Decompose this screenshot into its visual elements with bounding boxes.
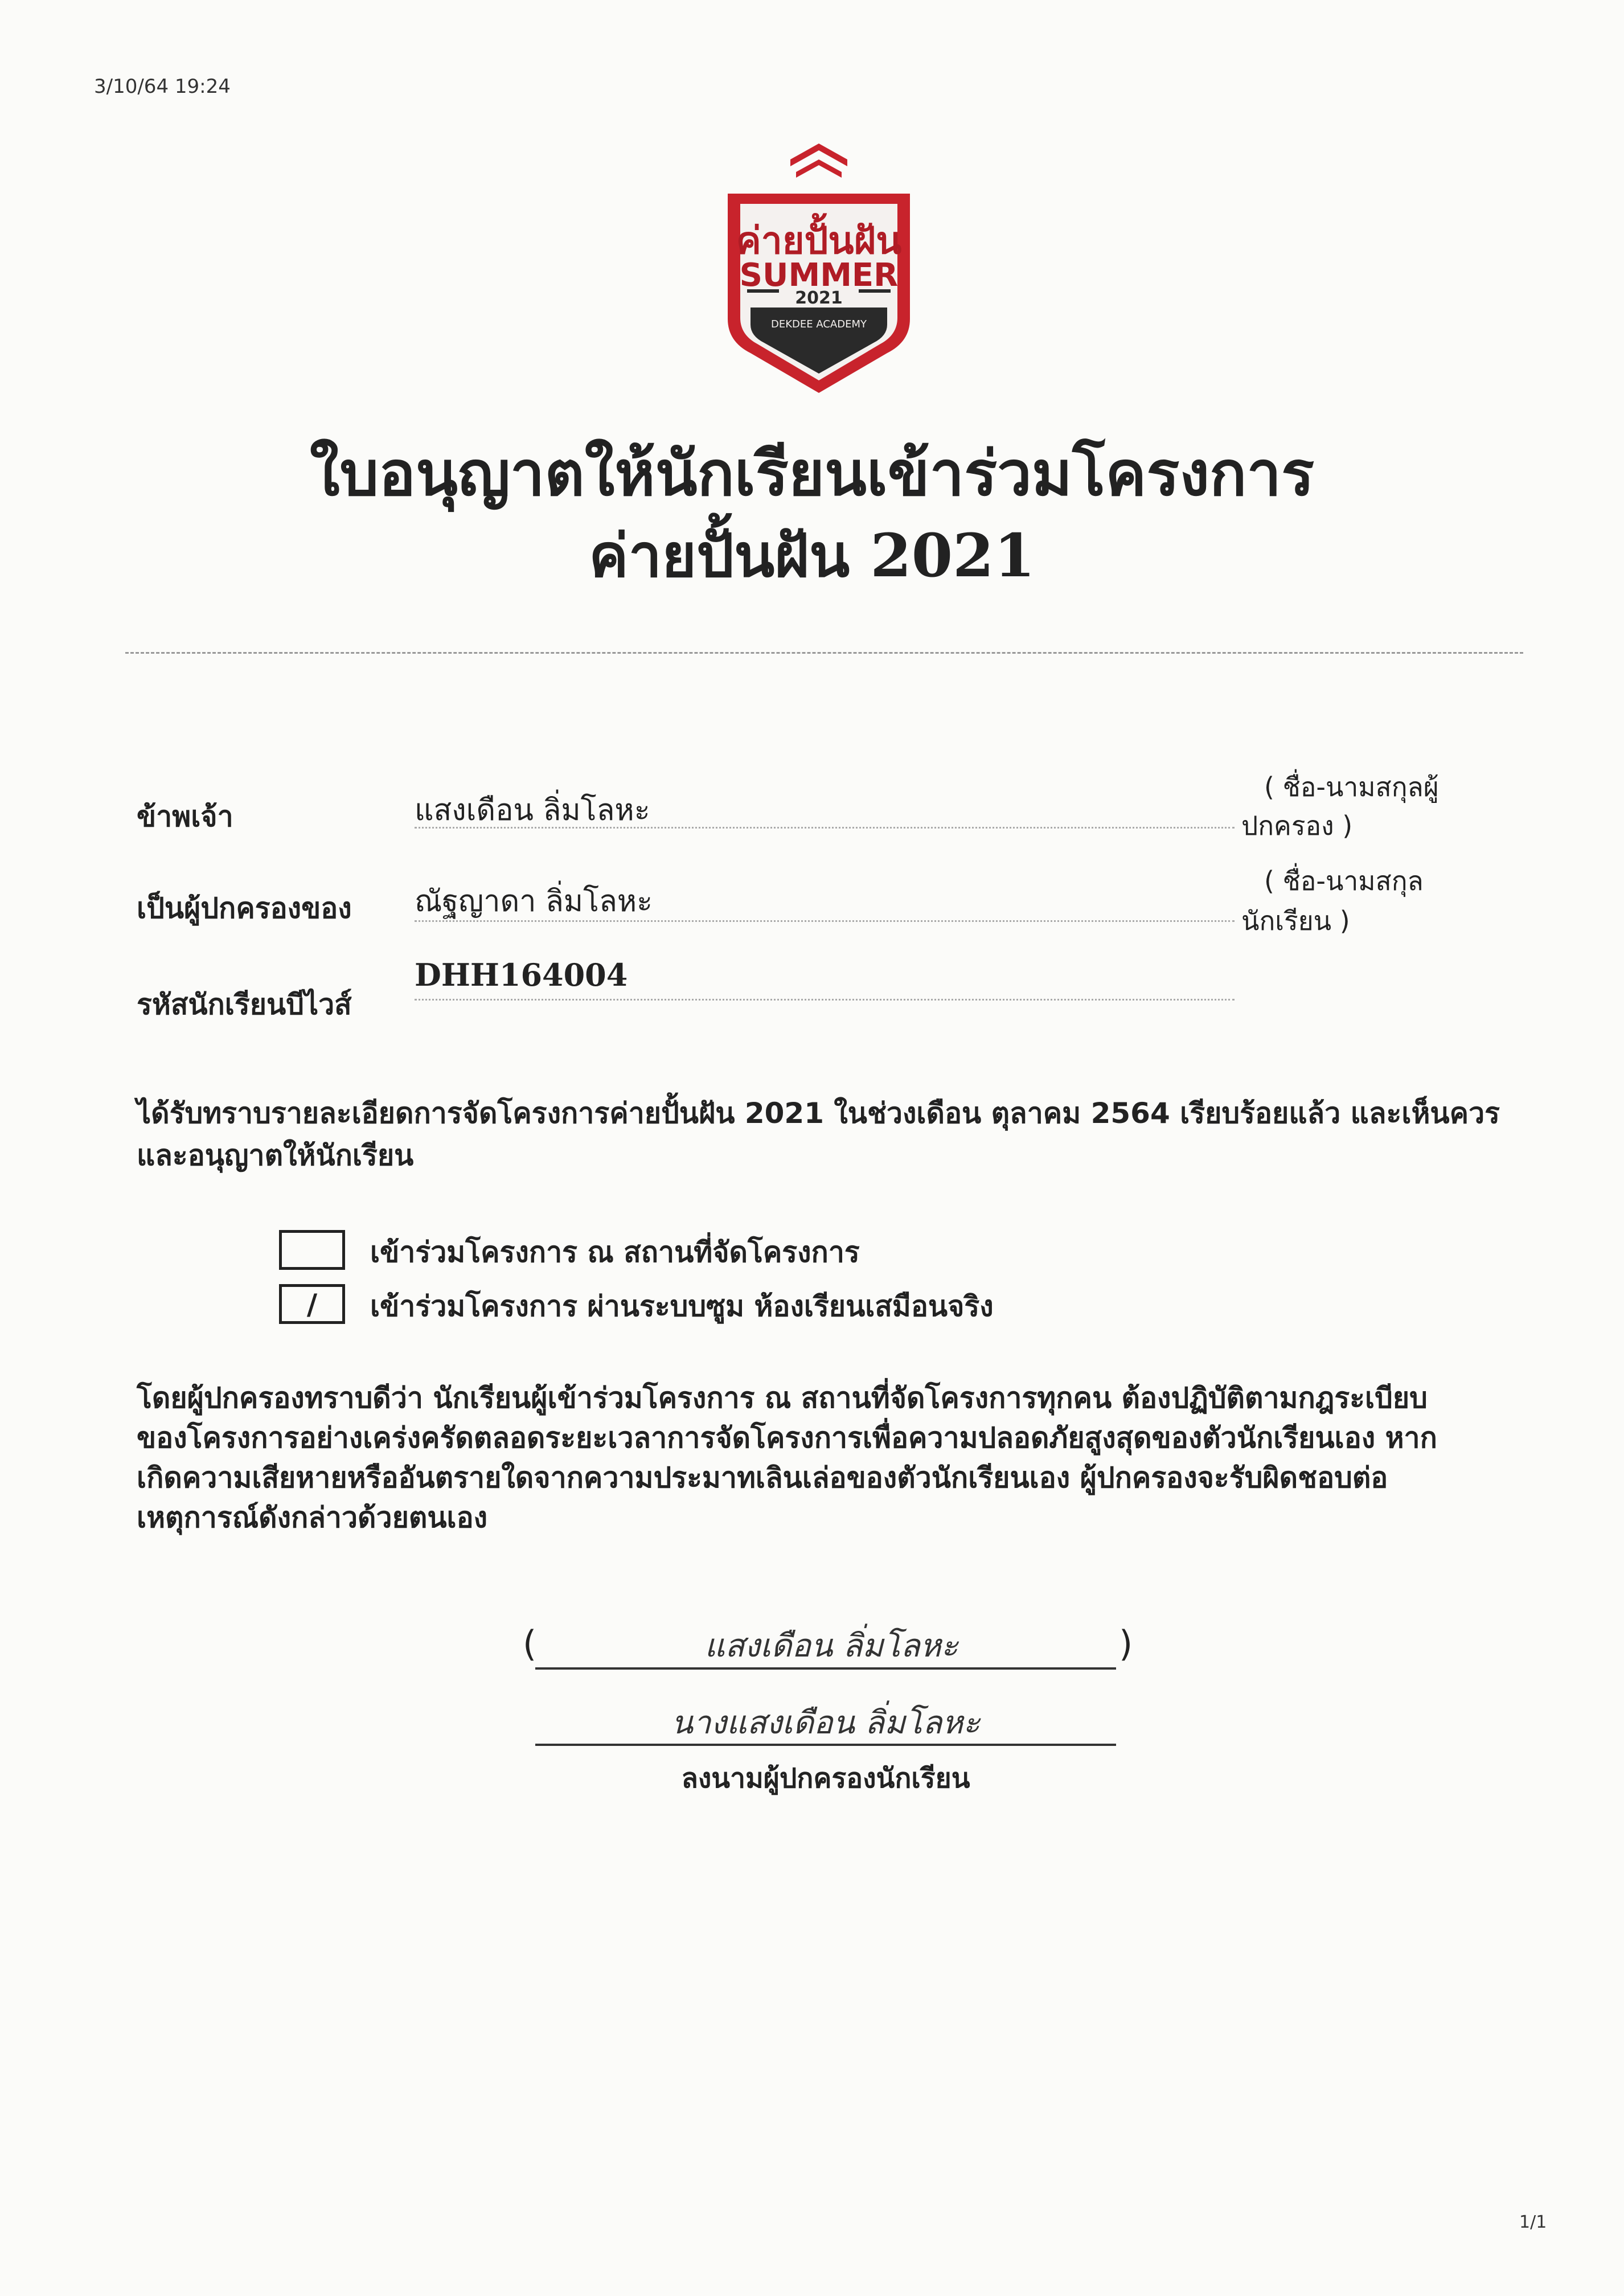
guardian-label: ข้าพเจ้า	[137, 800, 233, 833]
signature-printed-name: แสงเดือน ลิ่มโลหะ	[704, 1627, 958, 1664]
option-zoom-checkbox[interactable]	[279, 1284, 345, 1324]
camp-logo	[716, 137, 921, 399]
option-onsite-checkbox[interactable]	[279, 1230, 345, 1270]
camp-logo-badge	[716, 137, 921, 399]
student-name-underline	[415, 920, 1235, 922]
guardian-name-underline	[415, 827, 1235, 829]
terms-line3: เกิดความเสียหายหรืออันตรายใดจากความประมาทเลินเล่อของตัวนักเรียนเอง ผู้ปกครองจะรับผิดชอบต่อ	[137, 1461, 1388, 1494]
guardian-note-line2: ปกครอง )	[1241, 810, 1353, 841]
title-divider	[125, 652, 1523, 654]
student-code-field[interactable]: DHH164004	[415, 957, 628, 993]
terms-line2: ของโครงการอย่างเคร่งครัดตลอดระยะเวลาการจัดโครงการเพื่อความปลอดภัยสูงสุดของตัวนักเรียนเอง หาก	[137, 1421, 1437, 1454]
guardian-signature-line	[535, 1744, 1116, 1746]
logo-text-year: 2021	[795, 288, 843, 308]
option-zoom-mark: /	[306, 1288, 318, 1321]
student-label: เป็นผู้ปกครองของ	[137, 892, 352, 925]
student-code-underline	[415, 999, 1235, 1001]
option-zoom-label: เข้าร่วมโครงการ ผ่านระบบซูม ห้องเรียนเสมือนจริง	[370, 1290, 994, 1323]
guardian-signature: นางแสงเดือน ลิ่มโลหะ	[671, 1704, 981, 1741]
signature-printed-name-line	[535, 1667, 1116, 1670]
acknowledge-line1: ได้รับทราบรายละเอียดการจัดโครงการค่ายปั้นฝัน 2021 ในช่วงเดือน ตุลาคม 2564 เรียบร้อยแล้ว และเห็นควร	[137, 1097, 1500, 1130]
logo-text-academy: DEKDEE ACADEMY	[770, 318, 867, 330]
document-subtitle: ค่ายปั้นฝัน 2021	[589, 520, 1035, 591]
student-code-label: รหัสนักเรียนบีไวส์	[137, 988, 352, 1021]
terms-line4: เหตุการณ์ดังกล่าวด้วยตนเอง	[137, 1501, 488, 1534]
document-title: ใบอนุญาตให้นักเรียนเข้าร่วมโครงการ	[309, 438, 1315, 510]
guardian-note-line1: ( ชื่อ-นามสกุลผู้	[1264, 772, 1439, 802]
signature-paren-open: (	[523, 1623, 537, 1664]
logo-text-thai: ค่ายปั้นฝัน	[736, 219, 902, 263]
student-note-line2: นักเรียน )	[1241, 905, 1350, 936]
signature-paren-close: )	[1119, 1623, 1133, 1664]
scan-timestamp: 3/10/64 19:24	[94, 75, 231, 98]
acknowledge-line2: และอนุญาตให้นักเรียน	[137, 1139, 414, 1172]
guardian-name-field[interactable]: แสงเดือน ลิ่มโลหะ	[415, 793, 650, 827]
page-number: 1/1	[1519, 2212, 1547, 2232]
student-name-field[interactable]: ณัฐญาดา ลิ่มโลหะ	[415, 884, 653, 919]
terms-line1: โดยผู้ปกครองทราบดีว่า นักเรียนผู้เข้าร่วมโครงการ ณ สถานที่จัดโครงการทุกคน ต้องปฏิบัติตามกฎระเบียบ	[137, 1381, 1428, 1414]
option-onsite-label: เข้าร่วมโครงการ ณ สถานที่จัดโครงการ	[370, 1236, 860, 1269]
logo-text-summer: SUMMER	[739, 257, 899, 294]
student-note-line1: ( ชื่อ-นามสกุล	[1264, 866, 1424, 896]
signature-caption: ลงนามผู้ปกครองนักเรียน	[681, 1762, 970, 1794]
